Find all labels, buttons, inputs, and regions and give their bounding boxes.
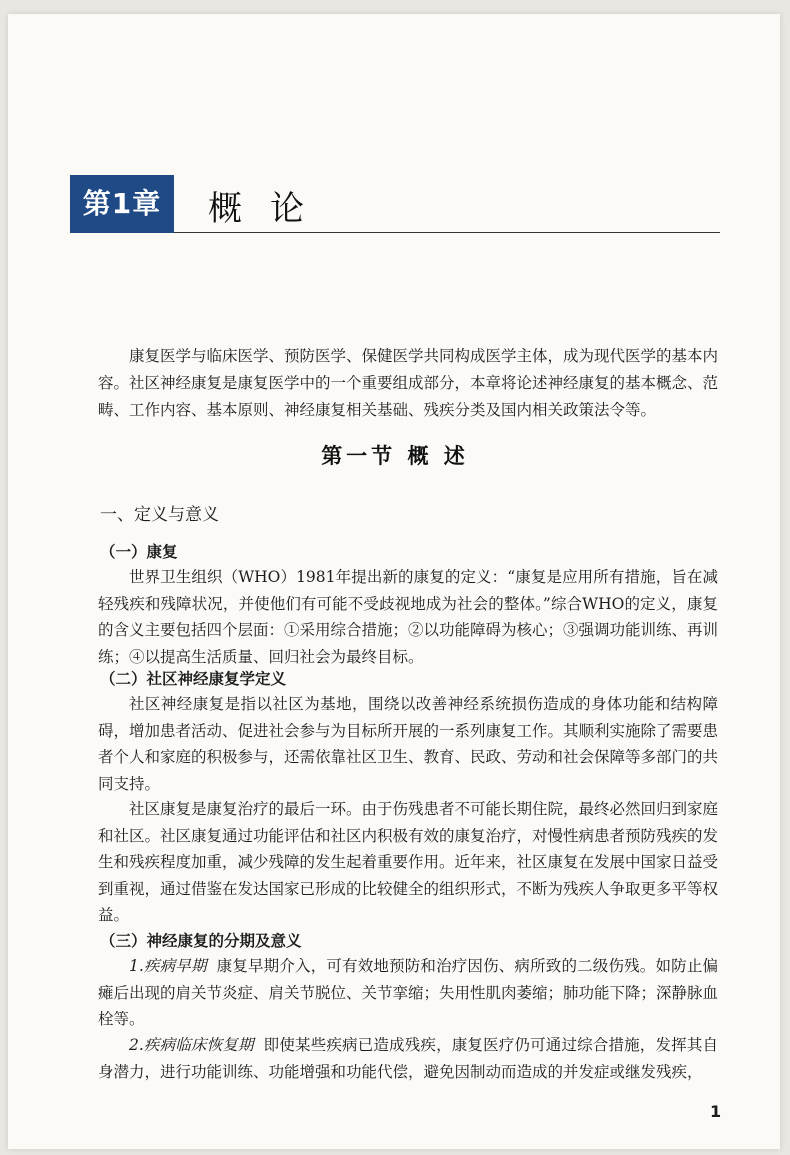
subheading-community-neuro-rehab: （二）社区神经康复学定义	[100, 670, 287, 688]
stage-recovery-term: 2.疾病临床恢复期	[129, 1036, 254, 1054]
subheading-stages: （三）神经康复的分期及意义	[100, 932, 302, 950]
stage-recovery-paragraph	[98, 1032, 718, 1085]
subheading-rehab: （一）康复	[100, 543, 178, 561]
stage-recovery-text: 即使某些疾病已造成残疾，康复医疗仍可通过综合措施，发挥其自身潜力，进行功能训练、功能增强和功能代偿，避免因制动而造成的并发症或继发残疾，	[98, 1036, 718, 1081]
stage-early-paragraph	[98, 953, 718, 1033]
chapter-label: 第1章	[70, 175, 174, 233]
stage-early-text: 康复早期介入，可有效地预防和治疗因伤、病所致的二级伤残。如防止偏瘫后出现的肩关节炎症、肩关节脱位、关节挛缩；失用性肌肉萎缩；肺功能下降；深静脉血栓等。	[98, 957, 719, 1028]
header-rule	[174, 232, 720, 233]
stage-early-term: 1.疾病早期	[129, 957, 207, 975]
paragraph-community-definition: 社区神经康复是指以社区为基地，围绕以改善神经系统损伤造成的身体功能和结构障碍，增加患者活动、促进社会参与为目标所开展的一系列康复工作。其顺利实施除了需要患者个人和家庭的积极参与，还需依靠社区卫生、教育、民政、劳动和社会保障等多部门的共同支持。	[98, 695, 719, 793]
section-title: 第一节 概 述	[321, 444, 469, 468]
intro-paragraph: 康复医学与临床医学、预防医学、保健医学共同构成医学主体，成为现代医学的基本内容。社区神经康复是康复医学中的一个重要组成部分，本章将论述神经康复的基本概念、范畴、工作内容、基本原则、神经康复相关基础、残疾分类及国内相关政策法令等。	[98, 347, 719, 419]
page-number: 1	[710, 1102, 722, 1121]
paragraph-community-rehab: 社区康复是康复治疗的最后一环。由于伤残患者不可能长期住院，最终必然回归到家庭和社区。社区康复通过功能评估和社区内积极有效的康复治疗，对慢性病患者预防残疾的发生和残疾程度加重，减少残障的发生起着重要作用。近年来，社区康复在发展中国家日益受到重视，通过借鉴在发达国家已形成的比较健全的组织形式，不断为残疾人争取更多平等权益。	[98, 800, 719, 924]
paragraph-rehab-definition: 世界卫生组织（WHO）1981年提出新的康复的定义：“康复是应用所有措施，旨在减轻残疾和残障状况，并使他们有可能不受歧视地成为社会的整体。”综合WHO的定义，康复的含义主要包括四个层面：①采用综合措施；②以功能障碍为核心；③强调功能训练、再训练；④以提高生活质量、回归社会为最终目标。	[98, 568, 719, 666]
chapter-header	[70, 175, 720, 235]
chapter-title: 概论	[208, 189, 332, 229]
heading-definition: 一、定义与意义	[100, 505, 219, 525]
